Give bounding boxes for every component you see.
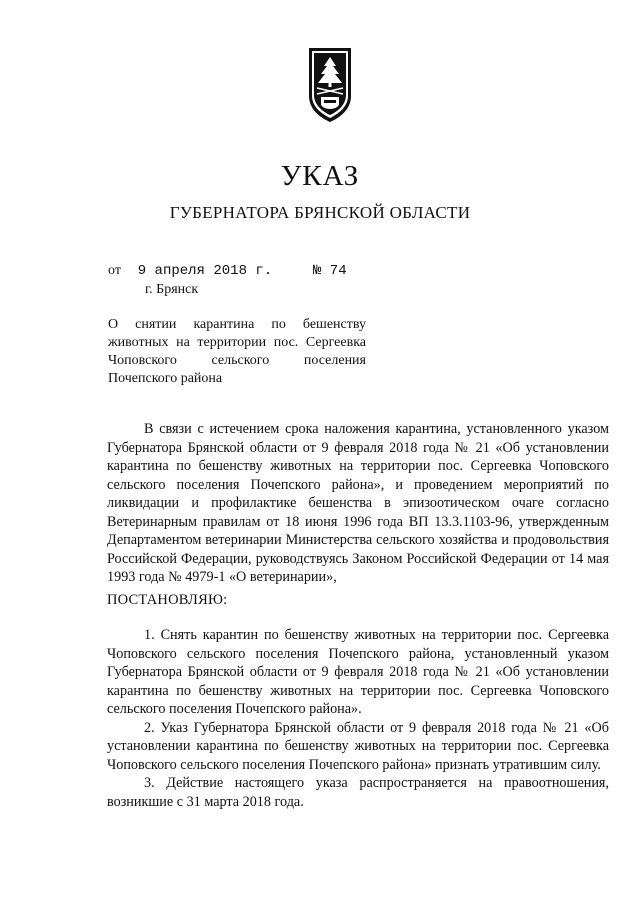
date-prefix: от [108, 263, 121, 278]
date-line [108, 263, 347, 279]
resolve-word: ПОСТАНОВЛЯЮ: [107, 592, 228, 608]
document-date: 9 апреля 2018 г. [137, 263, 273, 279]
document-title: УКАЗ [280, 160, 360, 192]
document-city: г. Брянск [145, 282, 199, 297]
subject-line: О снятии карантина по бешенству [108, 317, 366, 332]
subject-line: Почепского района [108, 371, 223, 386]
document-subject [108, 316, 366, 388]
preamble-paragraph: В связи с истечением срока наложения карантина, установленного указом Губернатора Брянской области от 9 февраля 2018 года № 21 «Об установлении карантина по бешенству животных на территории пос. Сергеевка Чоповского сельского поселения Почепского района», и проведением мероприятий по ликвидации и профилактике бешенства в эпизоотическом очаге согласно Ветеринарным правилам от 18 июня 1996 года ВП 13.3.1103-96, утвержденным Департаментом ветеринарии Министерства сельского хозяйства и продовольствия Российской Федерации, руководствуясь Законом Российской Федерации от 14 мая 1993 года № 4979-1 «О ветеринарии», [107, 421, 609, 585]
document-subtitle: ГУБЕРНАТОРА БРЯНСКОЙ ОБЛАСТИ [169, 203, 471, 222]
decree-item: 1. Снять карантин по бешенству животных на территории пос. Сергеевка Чоповского сельского поселения Почепского района, установленный указом Губернатора Брянской области от 9 февраля 2018 года № 21 «Об установлении карантина по бешенству животных на территории пос. Сергеевка Чоповского сельского поселения Почепского района». [107, 627, 609, 717]
document-number: № 74 [313, 263, 347, 279]
subject-line: Чоповского сельского поселения [108, 353, 366, 368]
decree-item: 3. Действие настоящего указа распространяется на правоотношения, возникшие с 31 марта 2018 года. [107, 775, 609, 810]
decree-items [107, 626, 609, 811]
subject-line: животных на территории пос. Сергеевка [108, 335, 366, 350]
decree-item: 2. Указ Губернатора Брянской области от 9 февраля 2018 года № 21 «Об установлении карантина по бешенству животных на территории пос. Сергеевка Чоповского сельского поселения Почепского района» признать утратившим силу. [107, 719, 609, 773]
preamble [107, 420, 609, 587]
coat-of-arms-icon [303, 44, 357, 124]
